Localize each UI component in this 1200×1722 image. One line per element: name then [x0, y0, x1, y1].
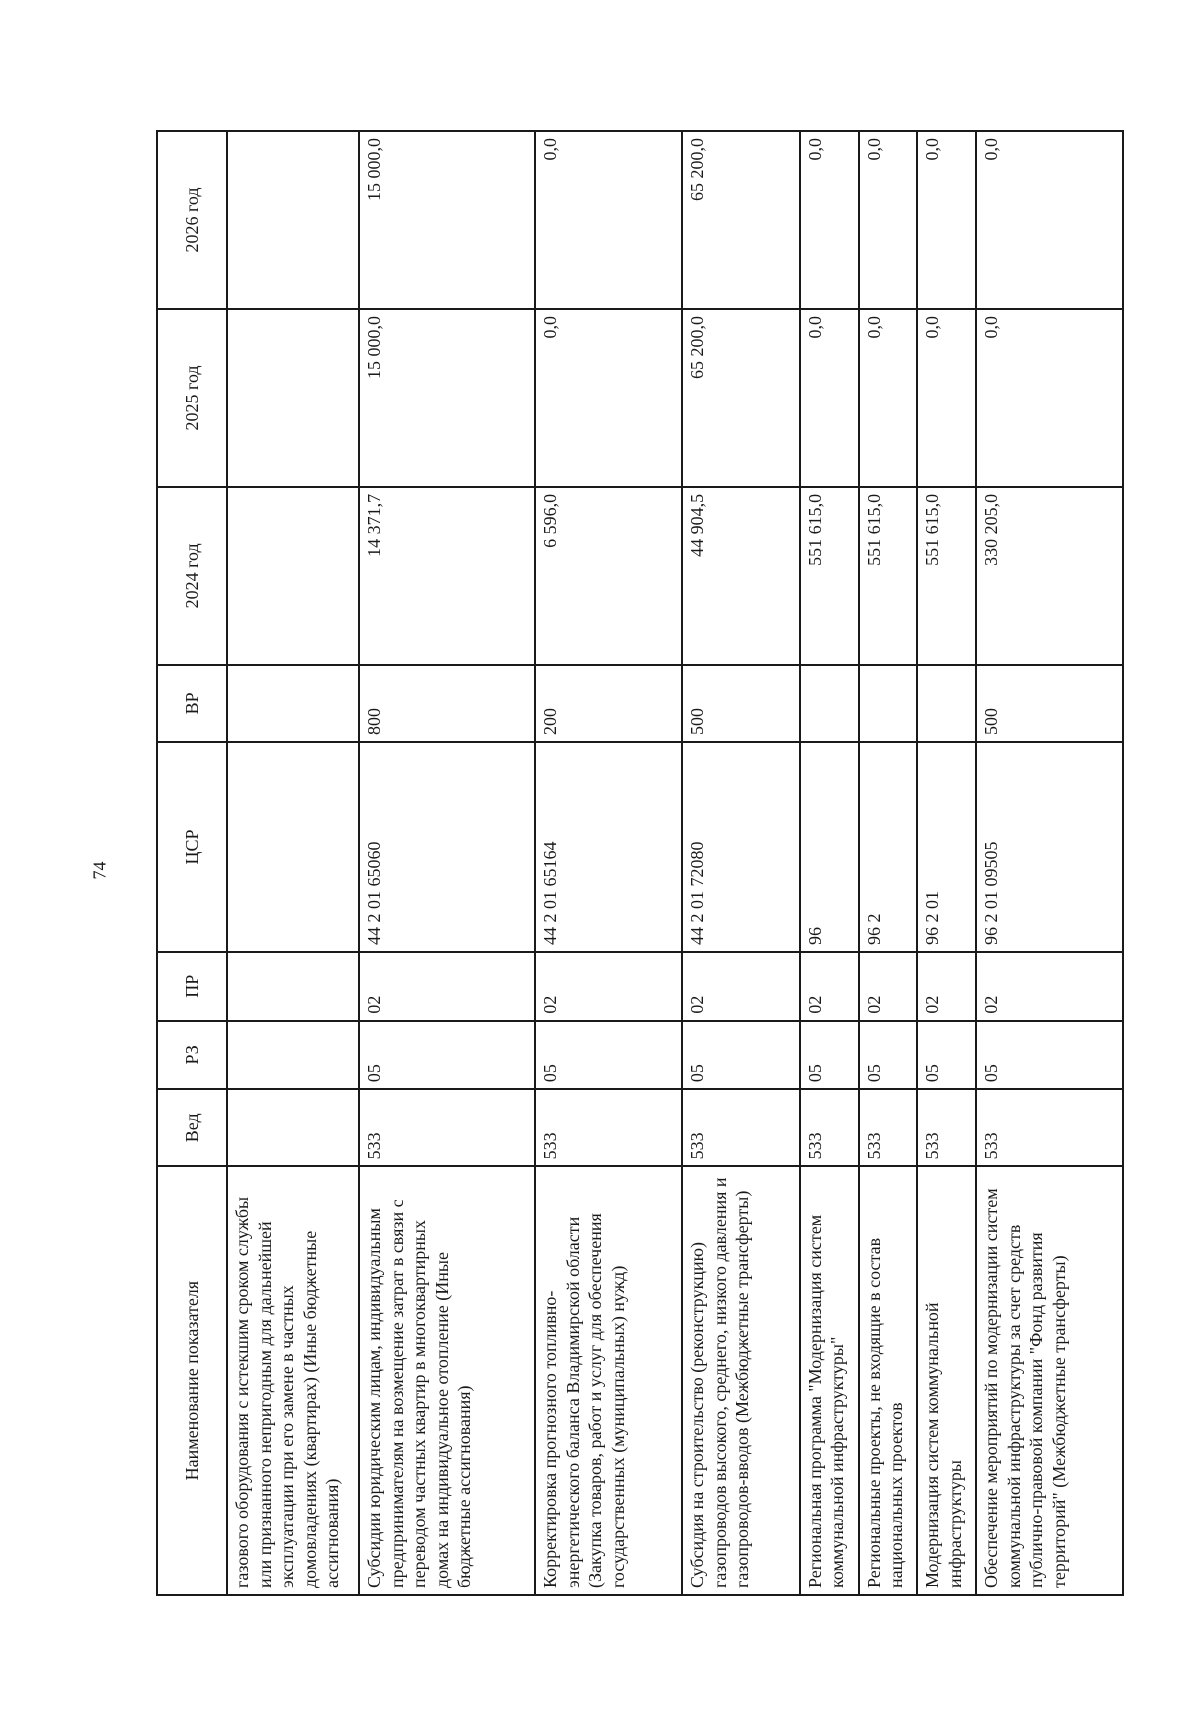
budget-table: [156, 130, 1124, 1596]
table-row: [859, 131, 918, 1595]
cell-csr: 44 2 01 65060: [359, 742, 535, 952]
cell-rz: 05: [359, 1021, 535, 1090]
cell-2026: 0,0: [800, 131, 859, 309]
header-2024: 2024 год: [157, 487, 227, 665]
header-2025: 2025 год: [157, 309, 227, 487]
cell-2025: 0,0: [859, 309, 918, 487]
cell-ved: 533: [917, 1089, 976, 1166]
cell-ved: 533: [359, 1089, 535, 1166]
cell-ved: 533: [976, 1089, 1123, 1166]
cell-name: газового оборудования с истекшим сроком службы или признанного непригодным для дальнейшей эксплуатации при его замене в частных домовладениях (квартирах) (Иные бюджетные ассигнования): [227, 1166, 359, 1595]
cell-pr: 02: [917, 952, 976, 1021]
cell-2026: 65 200,0: [682, 131, 800, 309]
header-2026: 2026 год: [157, 131, 227, 309]
cell-2025: 0,0: [917, 309, 976, 487]
cell-name: Региональные проекты, не входящие в состав национальных проектов: [859, 1166, 918, 1595]
cell-csr: 96 2: [859, 742, 918, 952]
cell-2024: 44 904,5: [682, 487, 800, 665]
cell-csr: 96 2 01 09505: [976, 742, 1123, 952]
cell-csr: 96 2 01: [917, 742, 976, 952]
cell-csr: 44 2 01 65164: [535, 742, 682, 952]
cell-name: Субсидия на строительство (реконструкцию) газопроводов высокого, среднего, низкого давления и газопроводов-вводов (Межбюджетные трансферты): [682, 1166, 800, 1595]
cell-2024: 551 615,0: [859, 487, 918, 665]
cell-2026: [227, 131, 359, 309]
cell-2026: 0,0: [859, 131, 918, 309]
table-row: [800, 131, 859, 1595]
budget-table-container: [156, 130, 1124, 1596]
cell-2025: 0,0: [976, 309, 1123, 487]
cell-2024: 14 371,7: [359, 487, 535, 665]
header-vr: ВР: [157, 665, 227, 742]
cell-name: Субсидии юридическим лицам, индивидуальным предпринимателям на возмещение затрат в связи с переводом частных квартир в многоквартирных домах на индивидуальное отопление (Иные бюджетные ассигнования): [359, 1166, 535, 1595]
table-row: [976, 131, 1123, 1595]
cell-pr: 02: [535, 952, 682, 1021]
cell-2024: 551 615,0: [917, 487, 976, 665]
cell-pr: 02: [800, 952, 859, 1021]
cell-2025: 0,0: [800, 309, 859, 487]
header-ved: Вед: [157, 1089, 227, 1166]
cell-2026: 0,0: [535, 131, 682, 309]
cell-vr: [800, 665, 859, 742]
cell-pr: [227, 952, 359, 1021]
cell-csr: [227, 742, 359, 952]
cell-pr: 02: [976, 952, 1123, 1021]
cell-csr: 96: [800, 742, 859, 952]
cell-name: Обеспечение мероприятий по модернизации систем коммунальной инфраструктуры за счет средств публично-правовой компании "Фонд развития территорий" (Межбюджетные трансферты): [976, 1166, 1123, 1595]
cell-vr: 200: [535, 665, 682, 742]
header-pr: ПР: [157, 952, 227, 1021]
header-rz: РЗ: [157, 1021, 227, 1090]
cell-2024: [227, 487, 359, 665]
table-row: [917, 131, 976, 1595]
table-row: [535, 131, 682, 1595]
cell-ved: [227, 1089, 359, 1166]
table-row: [682, 131, 800, 1595]
cell-2024: 6 596,0: [535, 487, 682, 665]
cell-2026: 15 000,0: [359, 131, 535, 309]
cell-vr: 800: [359, 665, 535, 742]
cell-2025: [227, 309, 359, 487]
cell-2025: 15 000,0: [359, 309, 535, 487]
cell-ved: 533: [535, 1089, 682, 1166]
cell-vr: 500: [682, 665, 800, 742]
cell-rz: 05: [682, 1021, 800, 1090]
table-row: [227, 131, 359, 1595]
cell-2025: 0,0: [535, 309, 682, 487]
cell-vr: [859, 665, 918, 742]
cell-2024: 330 205,0: [976, 487, 1123, 665]
cell-rz: 05: [535, 1021, 682, 1090]
cell-rz: 05: [917, 1021, 976, 1090]
page-number: 74: [89, 861, 110, 880]
table-header-row: [157, 131, 227, 1595]
cell-name: Модернизация систем коммунальной инфраструктуры: [917, 1166, 976, 1595]
cell-rz: 05: [859, 1021, 918, 1090]
cell-pr: 02: [859, 952, 918, 1021]
cell-name: Региональная программа "Модернизация систем коммунальной инфраструктуры": [800, 1166, 859, 1595]
cell-2026: 0,0: [976, 131, 1123, 309]
cell-vr: [227, 665, 359, 742]
cell-pr: 02: [682, 952, 800, 1021]
cell-2025: 65 200,0: [682, 309, 800, 487]
cell-vr: [917, 665, 976, 742]
cell-2026: 0,0: [917, 131, 976, 309]
cell-rz: 05: [976, 1021, 1123, 1090]
header-csr: ЦСР: [157, 742, 227, 952]
cell-ved: 533: [682, 1089, 800, 1166]
cell-csr: 44 2 01 72080: [682, 742, 800, 952]
cell-ved: 533: [800, 1089, 859, 1166]
cell-rz: [227, 1021, 359, 1090]
table-row: [359, 131, 535, 1595]
header-name: Наименование показателя: [157, 1166, 227, 1595]
cell-rz: 05: [800, 1021, 859, 1090]
cell-2024: 551 615,0: [800, 487, 859, 665]
cell-pr: 02: [359, 952, 535, 1021]
cell-ved: 533: [859, 1089, 918, 1166]
cell-name: Корректировка прогнозного топливно-энергетического баланса Владимирской области (Закупка товаров, работ и услуг для обеспечения государственных (муниципальных) нужд): [535, 1166, 682, 1595]
cell-vr: 500: [976, 665, 1123, 742]
